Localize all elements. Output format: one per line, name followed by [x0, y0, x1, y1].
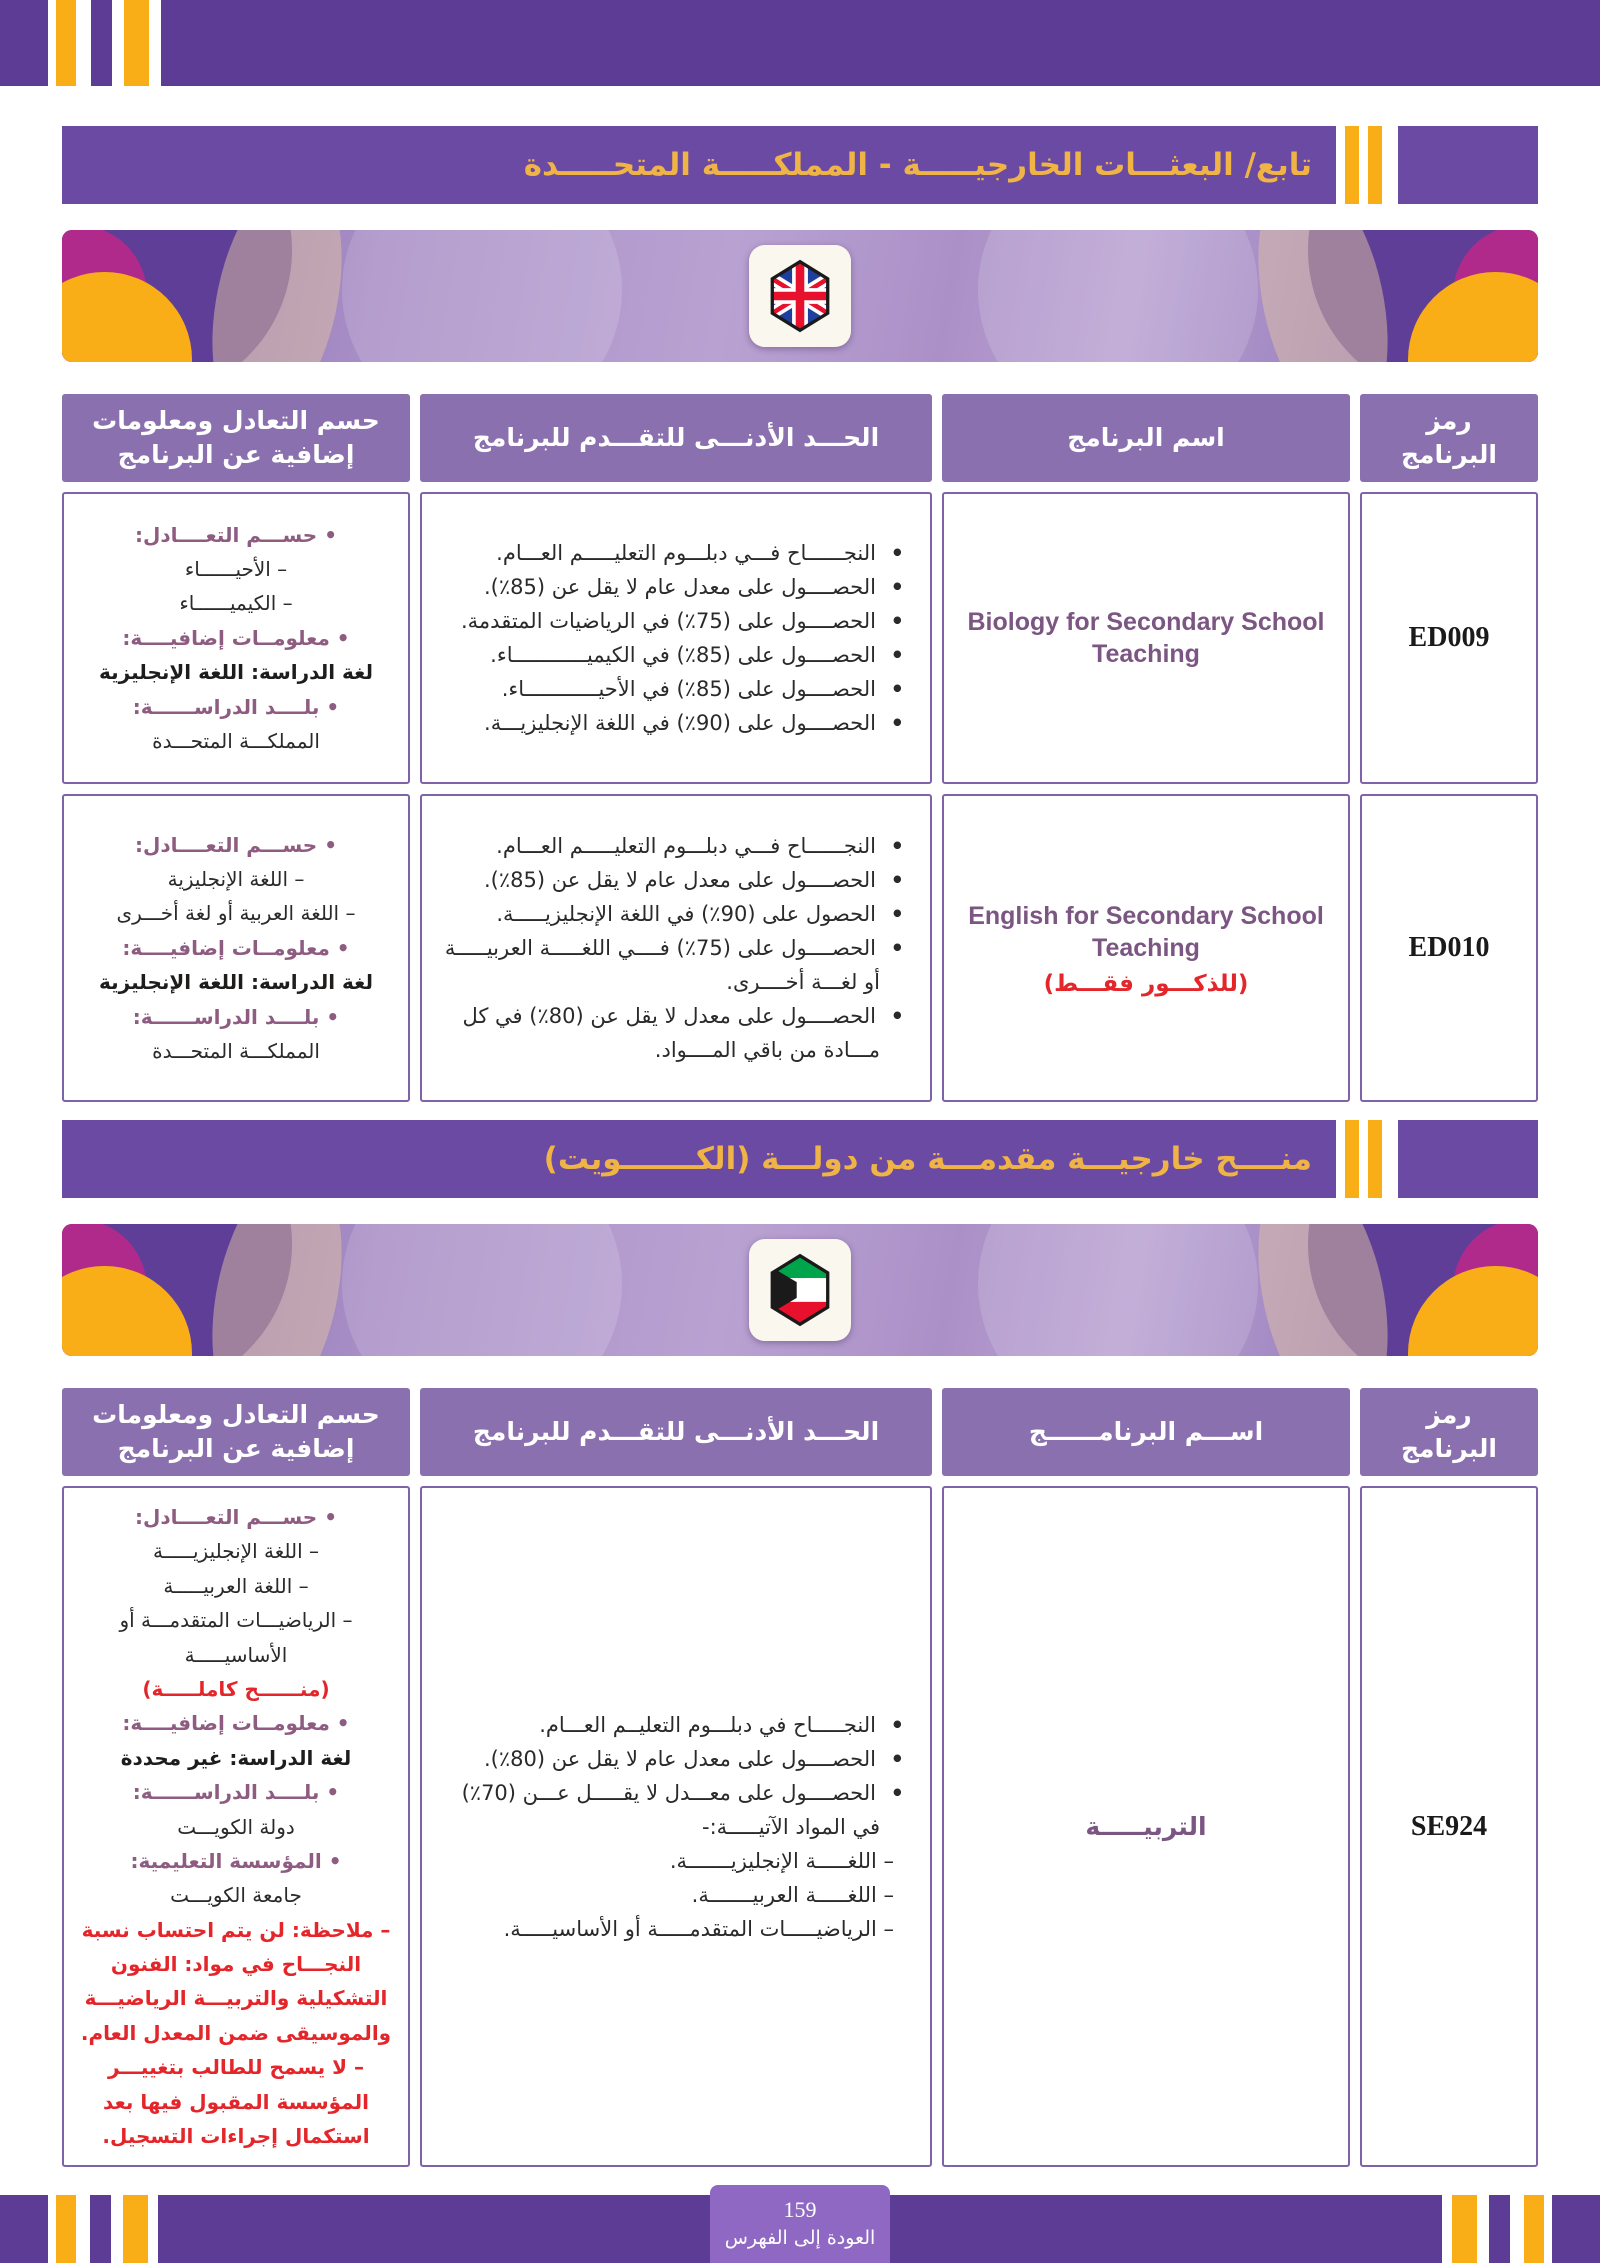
page-number: 159 [783, 2197, 817, 2222]
table-header-row [62, 1388, 1538, 1476]
header-info: حسم التعادل ومعلومات إضافية عن البرنامج [62, 394, 410, 482]
table-row [62, 794, 1538, 1102]
header-name: اســـم البرنامــــــج [942, 1388, 1350, 1476]
cell-info [62, 1486, 410, 2167]
table-row [62, 492, 1538, 784]
requirements-list [422, 796, 930, 1100]
requirement-item: • النجــــــاح فـــي دبلـــوم التعليـــــم العـــام. [440, 829, 904, 863]
info-item: – الأحيــــــاء [184, 557, 288, 582]
requirement-item: • الحصــــول على (75٪) في الرياضيات المتقدمة. [440, 604, 904, 638]
requirement-item: • النجـــــاح في دبلـــوم التعليــم العـــام. [440, 1708, 904, 1742]
banner-accent-bar [1345, 1120, 1359, 1198]
cell-requirements [420, 492, 932, 784]
section-uk-banner [62, 126, 1538, 204]
table-row [62, 1486, 1538, 2149]
header-min: الحـــد الأدنـــى للتقـــدم للبرنامج [420, 1388, 932, 1476]
program-code: SE924 [1410, 1810, 1488, 1842]
kuwait-flag-card [749, 1239, 851, 1341]
info-item: المملكـــة المتحـــدة [152, 728, 320, 753]
info-item: • بلــــد الدراســــــة: [74, 1000, 398, 1034]
requirement-item: – اللغـــــة الإنجليزيـــــــة. [669, 1848, 894, 1873]
info-list [64, 796, 408, 1100]
footer [0, 2195, 1600, 2263]
kuwait-flag-icon [767, 1253, 833, 1327]
header-code: رمز البرنامج [1360, 1388, 1538, 1476]
requirements-list [422, 1488, 930, 2165]
info-item: جامعة الكويـــت [170, 1883, 302, 1908]
program-name: التربيـــــة [1085, 1812, 1207, 1842]
banner-bar [62, 1120, 1336, 1198]
info-item: – اللغة الإنجليزية [167, 867, 305, 892]
banner-accent-bar [1368, 126, 1382, 204]
table-header-row [62, 394, 1538, 482]
cell-code [1360, 1486, 1538, 2167]
info-list [64, 494, 408, 782]
program-name: English for Secondary School Teaching [968, 901, 1324, 962]
info-item: – اللغة العربيـــــة [163, 1573, 309, 1598]
banner-end-block [1398, 1120, 1538, 1198]
info-item: – اللغة العربية أو لغة أخـــرى [116, 901, 356, 926]
info-item: • حســـم التعــــادل: [74, 828, 398, 862]
requirement-item: • الحصــــول على معدل عام لا يقل عن (85٪). [440, 570, 904, 604]
requirement-item: • الحصــــول على (85٪) في الأحيــــــــــــاء. [440, 672, 904, 706]
info-item: – الكيميــــــاء [179, 591, 293, 616]
kuwait-decor-banner [62, 1224, 1538, 1356]
section-uk-title: تابع/ البعثـــات الخارجيـــــة - المملكـــــة المتحـــــدة [523, 147, 1312, 183]
info-item: لغة الدراسة: اللغة الإنجليزية [99, 660, 373, 685]
requirement-item: • النجــــــاح فـــي دبلـــوم التعليـــــم العـــام. [440, 536, 904, 570]
header-name: اسم البرنامج [942, 394, 1350, 482]
requirement-item: • الحصــــول على معدل عام لا يقل عن (85٪). [440, 863, 904, 897]
info-item: – الرياضيـــات المتقدمـــة أو الأساسيـــــة [119, 1608, 353, 1667]
requirement-item: • الحصــــول على معـــدل لا يقـــــل عـــن (70٪) [440, 1776, 904, 1810]
cell-code [1360, 794, 1538, 1102]
info-list [64, 1488, 408, 2165]
uk-flag-icon [767, 259, 833, 333]
cell-name [942, 492, 1350, 784]
requirement-item: • الحصــــول على (75٪) فــــي اللغـــــة العربيـــــة أو لغـــة أخــــرى. [440, 931, 904, 999]
requirement-item: في المواد الآتيـــــة:- [702, 1814, 880, 1839]
kuwait-programs-table [62, 1388, 1538, 2149]
banner-end-block [1398, 126, 1538, 204]
requirements-list [422, 494, 930, 782]
page-tab [710, 2185, 890, 2263]
cell-name [942, 1486, 1350, 2167]
requirement-item: • الحصول على (90٪) في اللغة الإنجليزيـــــة. [440, 897, 904, 931]
requirement-item: • الحصــــول على معدل لا يقل عن (80٪) في كل مـــادة من باقي المــــواد. [440, 999, 904, 1067]
program-name: Biology for Secondary School Teaching [967, 607, 1325, 668]
info-item: • بلــــد الدراســــــة: [74, 690, 398, 724]
banner-accent-bar [1345, 126, 1359, 204]
info-item: • بلــــد الدراســــــة: [74, 1775, 398, 1809]
header-code: رمز البرنامج [1360, 394, 1538, 482]
requirement-item: • الحصــــول على (85٪) في الكيميــــــــــــاء. [440, 638, 904, 672]
info-item: لغة الدراسة: غير محددة [120, 1745, 352, 1770]
cell-name [942, 794, 1350, 1102]
info-item: • حســـم التعــــادل: [74, 1500, 398, 1534]
program-code: ED009 [1408, 622, 1490, 653]
info-item: • المؤسسة التعليمية: [74, 1844, 398, 1878]
info-item: • حســـم التعــــادل: [74, 518, 398, 552]
uk-programs-table [62, 394, 1538, 1102]
program-code: ED010 [1408, 932, 1490, 963]
program-note-males-only: (للذكـــور فقـــط) [1043, 970, 1249, 997]
info-item: • معلومــات إضافيــــة: [74, 1706, 398, 1740]
info-item: – لا يسمح للطالب بتغييـــر المؤسسة المقبول فيها بعد استكمال إجراءات التسجيل. [102, 2055, 370, 2149]
info-item: لغة الدراسة: اللغة الإنجليزية [99, 970, 373, 995]
header-info: حسم التعادل ومعلومات إضافية عن البرنامج [62, 1388, 410, 1476]
top-decor-strip [0, 0, 1600, 86]
uk-decor-banner [62, 230, 1538, 362]
cell-requirements [420, 794, 932, 1102]
requirement-item: • الحصــــول على معدل عام لا يقل عن (80٪). [440, 1742, 904, 1776]
cell-info [62, 492, 410, 784]
requirement-item: • الحصــــول على (90٪) في اللغة الإنجليزيـــة. [440, 706, 904, 740]
info-item: • معلومــات إضافيــــة: [74, 621, 398, 655]
info-item: المملكـــة المتحـــدة [152, 1038, 320, 1063]
info-item: • معلومــات إضافيــــة: [74, 931, 398, 965]
cell-info [62, 794, 410, 1102]
banner-bar [62, 126, 1336, 204]
info-item: (منــــــح كاملـــــة) [142, 1676, 330, 1701]
cell-requirements [420, 1486, 932, 2167]
header-min: الحـــد الأدنـــى للتقـــدم للبرنامج [420, 394, 932, 482]
info-item: – ملاحظة: لن يتم احتساب نسبة النجـــاح في مواد: الفنون التشكيلية والتربيـــة الرياضيـــة والموسيقى ضمن المعدل العام. [80, 1917, 392, 2045]
requirement-item: – اللغـــــة العربيـــــــة. [691, 1882, 894, 1907]
uk-flag-card [749, 245, 851, 347]
requirement-item: – الرياضيـــــات المتقدمـــــة أو الأساسيـــــة. [503, 1916, 894, 1941]
info-item: – اللغة الإنجليزيـــــة [152, 1539, 320, 1564]
info-item: دولة الكويـــت [177, 1814, 295, 1839]
back-to-index-link[interactable]: العودة إلى الفهرس [724, 2227, 876, 2249]
section-kuwait-banner [62, 1120, 1538, 1198]
banner-accent-bar [1368, 1120, 1382, 1198]
cell-code [1360, 492, 1538, 784]
section-kuwait-title: منــــح خارجيـــة مقدمـــة من دولـــة (الكـــــــويت) [543, 1141, 1312, 1177]
